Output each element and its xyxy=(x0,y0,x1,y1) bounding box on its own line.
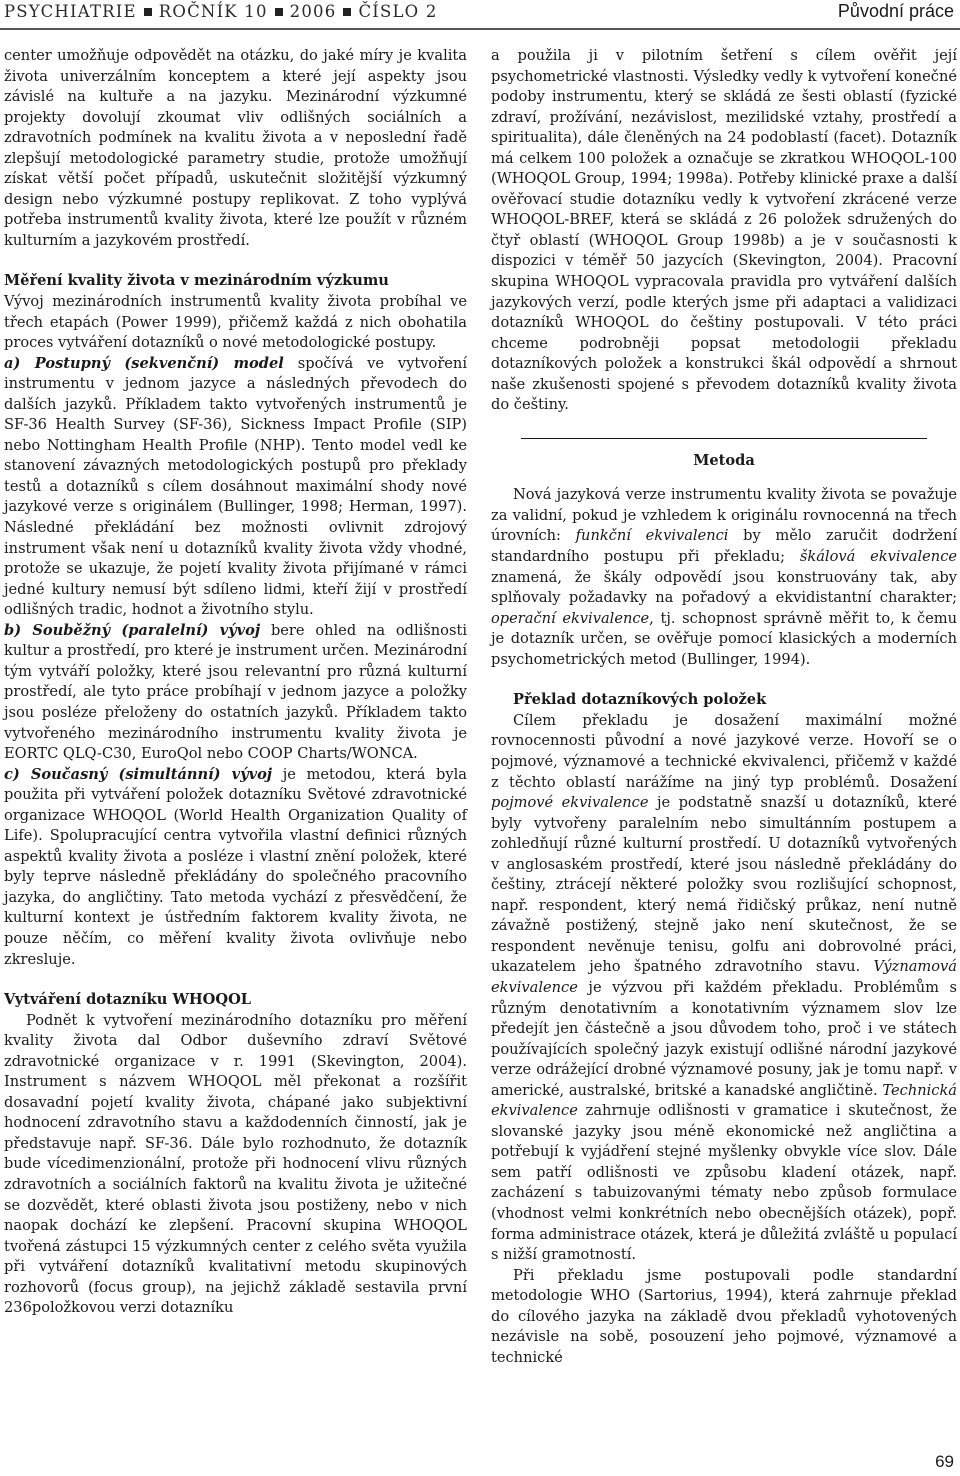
section-heading-preklad: Překlad dotazníkových položek xyxy=(513,691,767,709)
model-b-label: b) Souběžný (paralelní) vývoj xyxy=(4,621,261,639)
paragraph-model-c: c) Současný (simultánní) vývoj je metodou, která byla použita při vytváření položek dotazníku Světové zdravotnické organizace WHOQOL (World Health Organization Quality of Life). Spolupracující centra vytvořila vlastní definici různých aspektů kvality života a posléze i vlastní znění položek, které byly teprve následně překládány do společného pracovního jazyka, do angličtiny. Tato metoda vychází z přesvědčení, že kulturní kontext je ústředním faktorem kvality života, ne pouze něčím, co měření kvality života ovlivňuje nebo zkresluje. xyxy=(4,765,467,968)
page-number: 69 xyxy=(935,1452,954,1471)
journal-info xyxy=(4,2,438,21)
right-column xyxy=(491,46,957,1368)
paragraph-model-a: a) Postupný (sekvenční) model spočívá ve vytvoření instrumentu v jednom jazyce a následných převodech do dalších jazyků. Příkladem takto vytvořených instrumentů je SF-36 Health Survey (SF-36), Sickness Impact Profile (SIP) nebo Nottingham Health Profile (NHP). Tento model vedl ke stanovení závazných metodologických postupů pro překlady testů a dotazníků s cílem dosáhnout maximální shody nové jazykové verze s originálem (Bullinger, 1998; Herman, 1997). Následné překládání bez možnosti ovlivnit zdrojový instrument však není u dotazníků kvality života vždy vhodné, protože se ukazuje, že pojetí kvality života přijímané v rámci jedné kultury nemusí být sdíleno lidmi, kteří žijí v prostředí odlišných tradic, hodnot a životního stylu. xyxy=(4,354,467,619)
paragraph: center umožňuje odpovědět na otázku, do jaké míry je kvalita života univerzálním konceptem a které její aspekty jsou závislé na kultuře a na jazyku. Mezinárodní výzkumné projekty dovolují zkoumat vliv odlišných sociálních a zdravotních podmínek na kvalitu života a v neposlední řadě zlepšují metodologické parametry studie, protože umožňují získat větší počet případů, uskutečnit složitější výzkumný design nebo výzkumné postupy replikovat. Z toho vyplývá potřeba instrumentů kvality života, které lze použít v různém kulturním a jazykovém prostředí. xyxy=(4,47,467,249)
section-heading-mereni: Měření kvality života v mezinárodním výzkumu xyxy=(4,272,389,290)
year: 2006 xyxy=(289,2,337,21)
section-heading-metoda: Metoda xyxy=(693,451,755,469)
model-a-label: a) Postupný (sekvenční) model xyxy=(4,354,284,372)
running-header xyxy=(0,0,960,26)
section-heading-vytvareni: Vytváření dotazníku WHOQOL xyxy=(4,991,252,1009)
header-rule xyxy=(0,28,960,30)
section-rule xyxy=(521,438,927,439)
issue: ČÍSLO 2 xyxy=(358,2,438,21)
paragraph: Podnět k vytvoření mezinárodního dotazníku pro měření kvality života dal Odbor duševního zdraví Světové zdravotnické organizace v r. 1991 (Skevington, 2004). Instrument s názvem WHOQOL měl překonat a rozšířit dosavadní pojetí kvality života, chápané jako subjektivní hodnocení zdravotního stavu a každodenních činností, jak je představuje např. SF-36. Dále bylo rozhodnuto, že dotazník bude vícedimenzionální, protože při hodnocení vlivu různých zdravotních a sociálních faktorů na kvalitu života je užitečné se dozvědět, které oblasti života jsou postiženy, nebo v nich naopak dochází ke zlepšení. Pracovní skupina WHOQOL tvořená zástupci 15 výzkumných center z celého světa využila při vytváření dotazníků kvalitativní metodu skupinových rozhovorů (focus group), na jejichž základě sestavila první 236položkovou verzi dotazníku xyxy=(4,1011,467,1317)
square-separator-icon xyxy=(275,8,283,16)
paragraph: a použila ji v pilotním šetření s cílem ověřit její psychometrické vlastnosti. Výsledky vedly k vytvoření konečné podoby instrumentu, který se skládá ze šesti oblastí (fyzické zdraví, prožívání, nezávislost, mezilidské vztahy, prostředí a spiritualita), dále členěných na 24 podoblastí (facet). Dotazník má celkem 100 položek a označuje se zkratkou WHOQOL-100 (WHOQOL Group, 1994; 1998a). Potřeby klinické praxe a další ověřovací studie dotazníku vedly k vytvoření zkrácené verze WHOQOL-BREF, která se skládá z 26 položek sdružených do čtyř oblastí (WHOQOL Group 1998b) a je v současnosti k dispozici v téměř 50 jazycích (Skevington, 2004). Pracovní skupina WHOQOL vypracovala pravidla pro vytváření dalších jazykových verzí, podle kterých jsme při adaptaci a validizaci dotazníků WHOQOL do češtiny postupovali. V této práci chceme podrobněji popsat metodologii překladu dotazníkových položek a konstrukci škál odpovědí a shrnout naše zkušenosti spojené s převodem dotazníků kvality života do češtiny. xyxy=(491,47,957,414)
left-column xyxy=(4,46,467,1319)
paragraph: Při překladu jsme postupovali podle standardní metodologie WHO (Sartorius, 1994), která zahrnuje překlad do cílového jazyka na základě dvou překladů vyhotovených nezávisle na sobě, posouzení jeho pojmové, významové a technické xyxy=(491,1266,957,1366)
journal-name: PSYCHIATRIE xyxy=(4,2,137,21)
paragraph: Vývoj mezinárodních instrumentů kvality života probíhal ve třech etapách (Power 1999), přičemž každá z nich obohatila proces vytváření dotazníků o nové metodologické postupy. xyxy=(4,293,467,352)
paragraph-model-b: b) Souběžný (paralelní) vývoj bere ohled na odlišnosti kultur a prostředí, pro které je instrument určen. Mezinárodní tým vytváří položky, které jsou relevantní pro různá kulturní prostředí, ale tyto práce probíhají v jednom jazyce a položky jsou posléze přeloženy do ostatních jazyků. Příkladem takto vytvořeného mezinárodního instrumentu kvality života je EORTC QLQ-C30, EuroQol nebo COOP Charts/WONCA. xyxy=(4,621,467,763)
square-separator-icon xyxy=(144,8,152,16)
paragraph-equivalence: Nová jazyková verze instrumentu kvality života se považuje za validní, pokud je vzhledem k originálu rovnocenná na třech úrovních: funkční ekvivalenci by mělo zaručit dodržení standardního postupu při překladu; škálová ekvivalence znamená, že škály odpovědí jsou konstruovány tak, aby splňovaly požadavky na pořadový a ekvidistantní charakter; operační ekvivalence, tj. schopnost správně měřit to, k čemu je dotazník určen, se ověřuje pomocí klasických a moderních psychometrických metod (Bullinger, 1994). xyxy=(491,486,957,668)
volume: ROČNÍK 10 xyxy=(158,2,268,21)
section-label: Původní práce xyxy=(837,1,954,21)
square-separator-icon xyxy=(343,8,351,16)
paragraph-translation: Cílem překladu je dosažení maximální možné rovnocennosti původní a nové jazykové verze. Hovoří se o pojmové, významové a technické ekvivalenci, přičemž v každé z těchto oblastí narážíme na jiný typ problémů. Dosažení pojmové ekvivalence je podstatně snazší u dotazníků, které byly vytvořeny paralelním nebo simultánním postupem a zohledňují různé kulturní prostředí. U dotazníků vytvořených v anglosaském prostředí, které jsou následně překládány do češtiny, ztrácejí některé položky svou rozlišující schopnost, např. respondent, který nemá řidičský průkaz, není nutně závažně postižený, stejně jako není skutečnost, že se respondent nevěnuje tenisu, golfu ani dobrovolné práci, ukazatelem jeho špatného zdravotního stavu. Významová ekvivalence je výzvou při každém překladu. Problémům s různým denotativním a konotativním významem slov lze předejít jen částečně a jsou důvodem toho, proč i ve státech používajících společný jazyk existují odlišné národní jazykové verze odrážející drobné významové posuny, jak je tomu např. v americké, australské, britské a kanadské angličtině. Technická ekvivalence zahrnuje odlišnosti v gramatice i skutečnost, že slovanské jazyky jsou méně ekonomické než angličtina a potřebují k vyjádření stejné myšlenky obvykle více slov. Dále sem patří odlišnosti ve způsobu kladení otázek, např. zacházení s tabuizovanými tématy nebo způsob formulace (vhodnost velmi konkrétních nebo obecnějších otázek), popř. forma administrace otázek, která je důležitá zvláště u populací s nižší gramotností. xyxy=(491,711,957,1264)
model-c-label: c) Současný (simultánní) vývoj xyxy=(4,765,273,783)
